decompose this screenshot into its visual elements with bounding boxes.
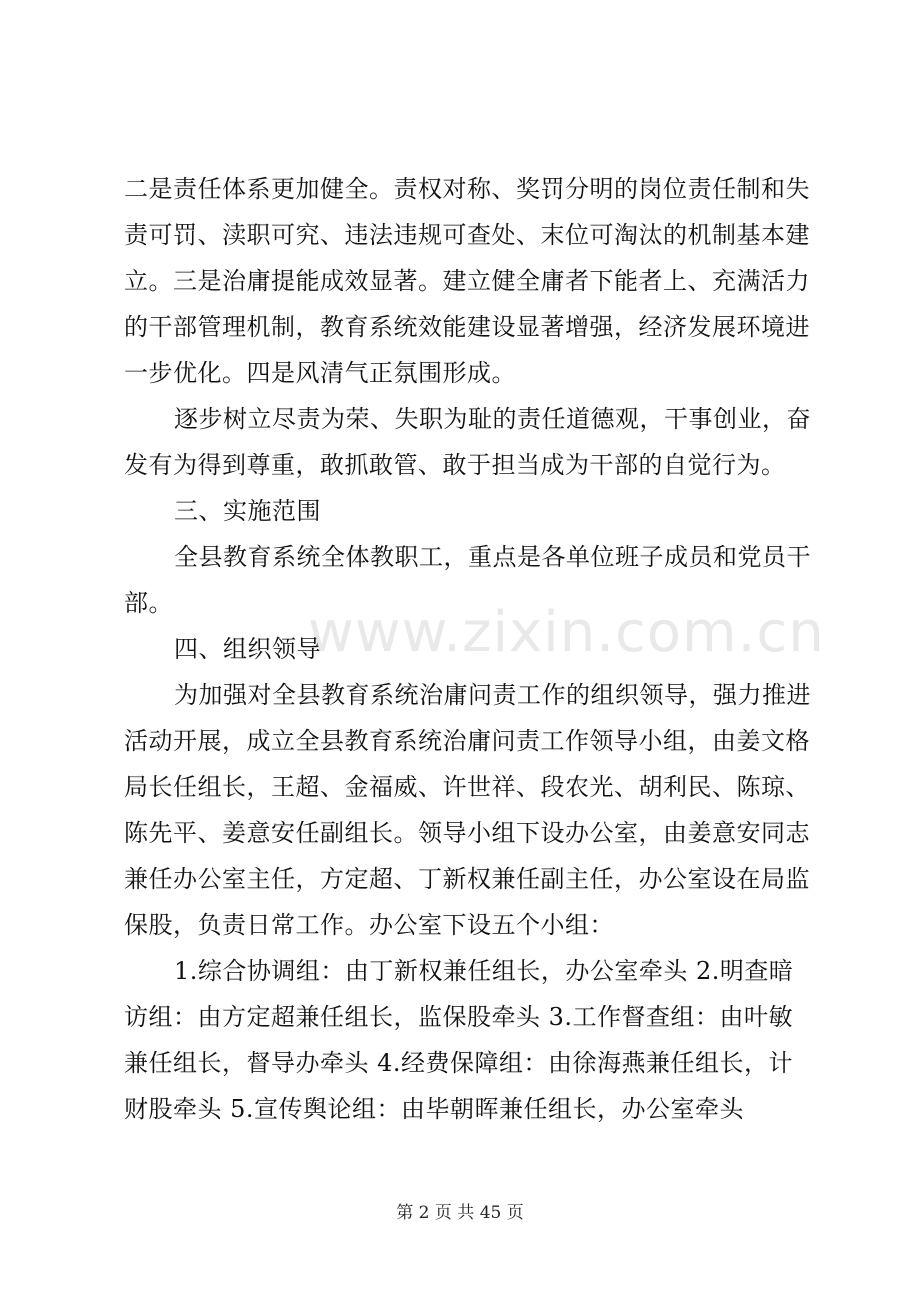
text-line: 访组：由方定超兼任组长，监保股牵头 3.工作督查组：由叶敏: [124, 1003, 794, 1031]
paragraph-first-line: 逐步树立尽责为荣、失职为耻的责任道德观，干事创业，奋: [174, 405, 811, 433]
section-heading: 三、实施范围: [174, 497, 321, 525]
text-line: 二是责任体系更加健全。责权对称、奖罚分明的岗位责任制和失: [124, 175, 810, 203]
text-line: 发有为得到尊重，敢抓敢管、敢于担当成为干部的自觉行为。: [124, 451, 786, 479]
text-line: 部。: [124, 589, 173, 617]
text-line: 兼任办公室主任，方定超、丁新权兼任副主任，办公室设在局监: [124, 865, 810, 893]
document-body: [124, 166, 811, 1132]
text-line: 财股牵头 5.宣传舆论组：由毕朝晖兼任组长，办公室牵头: [124, 1095, 745, 1123]
paragraph-first-line: 全县教育系统全体教职工，重点是各单位班子成员和党员干: [174, 543, 811, 571]
text-line: 立。三是治庸提能成效显著。建立健全庸者下能者上、充满活力: [124, 267, 810, 295]
text-line: 陈先平、姜意安任副组长。领导小组下设办公室，由姜意安同志: [124, 819, 810, 847]
page-number-footer: 第 2 页 共 45 页: [396, 1203, 524, 1223]
paragraph-first-line: 为加强对全县教育系统治庸问责工作的组织领导，强力推进: [174, 681, 811, 709]
text-line: 的干部管理机制，教育系统效能建设显著增强，经济发展环境进: [124, 313, 810, 341]
text-line: 一步优化。四是风清气正氛围形成。: [124, 359, 516, 387]
section-heading: 四、组织领导: [174, 635, 321, 663]
text-line: 保股，负责日常工作。办公室下设五个小组：: [124, 911, 614, 939]
text-line: 责可罚、渎职可究、违法违规可查处、末位可淘汰的机制基本建: [124, 221, 810, 249]
watermark: www.zixin.com.cn: [308, 600, 825, 665]
text-line: 局长任组长，王超、金福威、许世祥、段农光、胡利民、陈琼、: [124, 773, 810, 801]
paragraph-first-line: 1.综合协调组：由丁新权兼任组长，办公室牵头 2.明查暗: [174, 957, 794, 985]
text-line: 兼任组长，督导办牵头 4.经费保障组：由徐海燕兼任组长，计: [124, 1049, 794, 1077]
text-line: 活动开展，成立全县教育系统治庸问责工作领导小组，由姜文格: [124, 727, 810, 755]
